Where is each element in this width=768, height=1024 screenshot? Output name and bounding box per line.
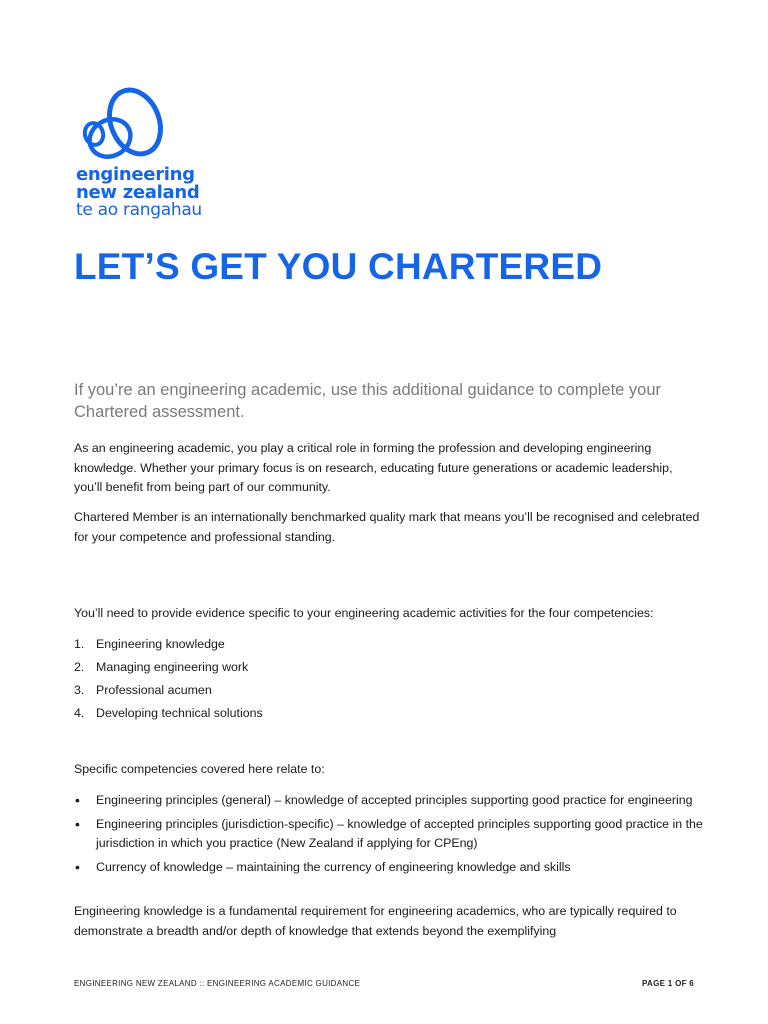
chartered-member-paragraph: Chartered Member is an internationally benchmarked quality mark that means you’ll be recognised and celebrated for your competence and professional standing. [74, 510, 700, 544]
list-item: 3. Professional acumen [74, 682, 212, 697]
list-item: • Engineering principles (general) – knowledge of accepted principles supporting good practice for engineering [75, 792, 693, 808]
list-item: 4. Developing technical solutions [74, 705, 263, 720]
footer-title: ENGINEERING NEW ZEALAND :: ENGINEERING ACADEMIC GUIDANCE [74, 979, 361, 988]
engineering-nz-logo [76, 86, 256, 226]
list-item: • Currency of knowledge – maintaining the currency of engineering knowledge and skills [75, 858, 571, 875]
list-item: • Engineering principles (jurisdiction-specific) – knowledge of accepted principles supporting good practice in the jurisdiction in which you practice (New Zealand if applying for CPEng) [75, 815, 703, 850]
list-item: 2. Managing engineering work [74, 659, 249, 674]
logo-text-line1: engineering [76, 164, 195, 185]
list-item: 1. Engineering knowledge [74, 637, 225, 651]
logo-text-line3: te ao rangahau [76, 200, 202, 220]
competencies-list [74, 635, 704, 727]
lead-paragraph: If you’re an engineering academic, use this additional guidance to complete your Chartered assessment. [74, 381, 662, 421]
engineering-knowledge-paragraph: Engineering knowledge is a fundamental requirement for engineering academics, who are typically required to demonstrate a breadth and/or depth of knowledge that extends beyond the exemplifying [74, 904, 677, 938]
specific-competencies-paragraph: Specific competencies covered here relate to: [74, 762, 325, 776]
evidence-paragraph: You’ll need to provide evidence specific to your engineering academic activities for the four competencies: [74, 606, 654, 620]
intro-paragraph: As an engineering academic, you play a critical role in forming the profession and developing engineering knowledge. Whether your primary focus is on research, educating future generations or academic leadership, you’ll benefit from being part of our community. [74, 441, 673, 494]
logo-text-line2: new zealand [76, 182, 200, 203]
page-number: PAGE 1 OF 6 [642, 979, 695, 988]
page-title: LET’S GET YOU CHARTERED [74, 246, 603, 287]
specific-competencies-list [74, 791, 704, 881]
logo-rings-icon [80, 86, 170, 164]
